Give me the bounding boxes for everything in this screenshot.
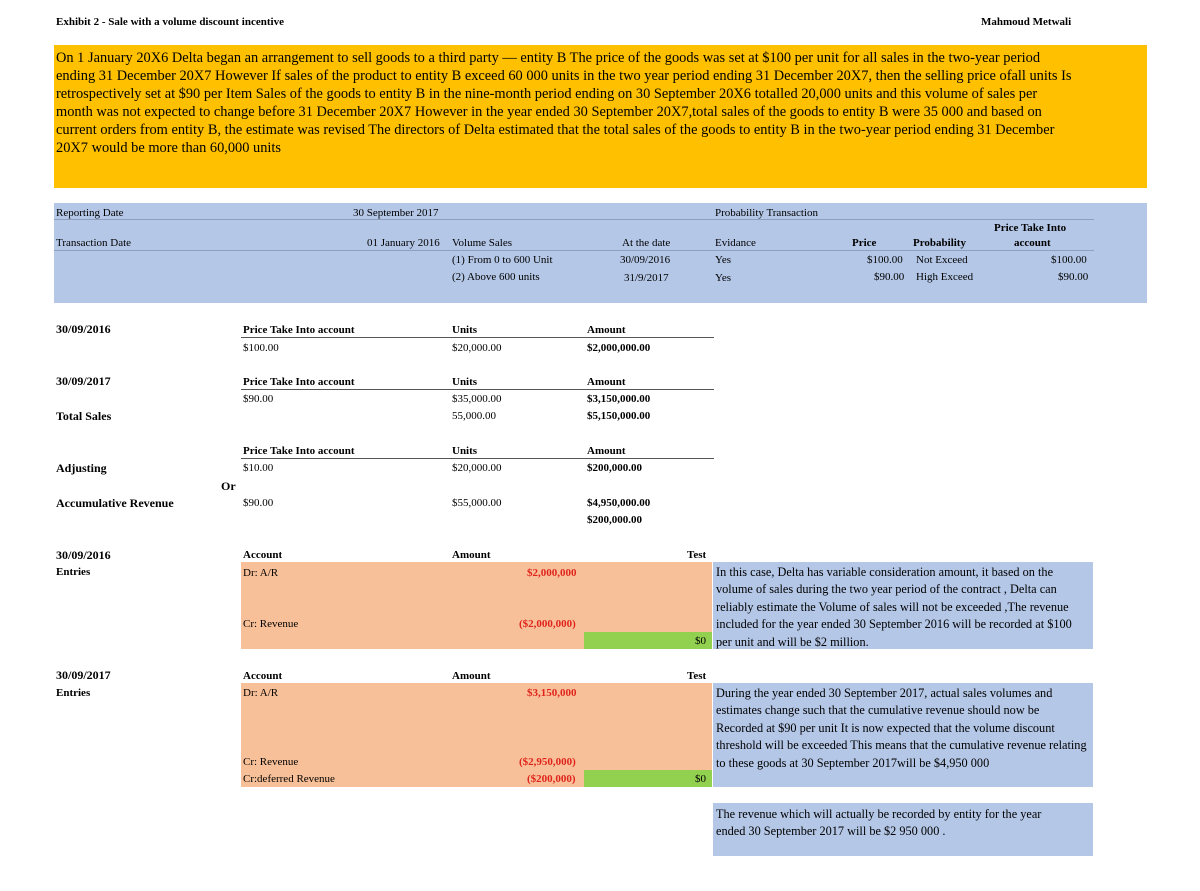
entry1-col-test: Test xyxy=(687,549,707,561)
entry2-dr: Dr: A/R xyxy=(243,687,279,699)
entry1-dr-amount: $2,000,000 xyxy=(527,567,577,579)
scenario-line-2: ending 31 December 20X7 However If sales of the product to entity B exceed 60 000 units in the two year period ending 31 December 20X7, then the selling price ofall units Is xyxy=(56,68,1072,84)
calc2-col-units: Units xyxy=(452,376,478,388)
calc2-date: 30/09/2017 xyxy=(56,374,111,388)
calc3-col-units: Units xyxy=(452,445,478,457)
entry2-cr2-amount: ($200,000) xyxy=(527,773,576,785)
calc3-col-price: Price Take Into account xyxy=(243,445,355,457)
volume-sales-label: Volume Sales xyxy=(452,237,512,249)
info-divider xyxy=(54,219,1094,220)
entry1-test-cell xyxy=(584,632,712,649)
adjusting-price: $10.00 xyxy=(243,462,274,474)
entry2-label: Entries xyxy=(56,687,91,699)
scenario-line-6: 20X7 would be more than 60,000 units xyxy=(56,140,282,156)
accumulative-units: $55,000.00 xyxy=(452,497,502,509)
probability-row-1: Not Exceed xyxy=(916,254,968,266)
author-name: Mahmoud Metwali xyxy=(981,16,1072,28)
accumulative-amount: $4,950,000.00 xyxy=(587,497,651,509)
adjusting-amount: $200,000.00 xyxy=(587,462,642,474)
date-row-1: 30/09/2016 xyxy=(620,254,671,266)
exhibit-title: Exhibit 2 - Sale with a volume discount incentive xyxy=(56,16,284,28)
take-row-2: $90.00 xyxy=(1058,271,1089,283)
date-row-2: 31/9/2017 xyxy=(624,272,669,284)
calc2-col-price: Price Take Into account xyxy=(243,376,355,388)
entry1-test-area xyxy=(584,562,712,632)
volume-row-1: (1) From 0 to 600 Unit xyxy=(452,254,553,266)
calc1-col-price: Price Take Into account xyxy=(243,324,355,336)
accumulative-amount-2: $200,000.00 xyxy=(587,514,642,526)
calc2-price: $90.00 xyxy=(243,393,274,405)
calc1-amount: $2,000,000.00 xyxy=(587,342,651,354)
entry1-cr: Cr: Revenue xyxy=(243,618,299,630)
total-sales-amount: $5,150,000.00 xyxy=(587,410,651,422)
entry1-test-value: $0 xyxy=(695,635,706,647)
calc1-date: 30/09/2016 xyxy=(56,322,111,336)
scenario-line-4: month was not expected to change before 31 December 20X7 However in the year ended 30 September 20X7,total sales of the goods to entity B were 35 000 and based on xyxy=(56,104,1042,120)
price-take-label-1: Price Take Into xyxy=(994,222,1067,234)
entry2-col-test: Test xyxy=(687,670,707,682)
entry2-cr-amount: ($2,950,000) xyxy=(519,756,576,768)
entry1-label: Entries xyxy=(56,566,91,578)
note-3 xyxy=(713,803,1093,856)
at-date-label: At the date xyxy=(622,237,671,249)
scenario-box xyxy=(54,45,1147,188)
entry1-cr-amount: ($2,000,000) xyxy=(519,618,576,630)
entry2-test-area xyxy=(584,683,712,770)
total-sales-label: Total Sales xyxy=(56,409,112,423)
scenario-line-1: On 1 January 20X6 Delta began an arrangement to sell goods to a third party — entity B The price of the goods was set at $100 per unit for all sales in the two-year period xyxy=(56,50,1041,66)
probability-title: Probability Transaction xyxy=(715,207,818,219)
entry2-test-value: $0 xyxy=(695,773,706,785)
price-take-label-2: account xyxy=(1014,237,1051,249)
evidance-row-2: Yes xyxy=(715,272,732,284)
probability-row-2: High Exceed xyxy=(916,271,974,283)
price-row-1: $100.00 xyxy=(867,254,903,266)
evidance-label: Evidance xyxy=(715,237,756,249)
entry1-col-account: Account xyxy=(243,549,283,561)
calc2-amount: $3,150,000.00 xyxy=(587,393,651,405)
scenario-line-5: current orders from entity B, the estimate was revised The directors of Delta estimated that the total sales of the goods to entity B in the two-year period ending 31 December xyxy=(56,122,1055,138)
or-label: Or xyxy=(221,479,236,493)
calc3-col-amount: Amount xyxy=(587,445,626,457)
evidance-row-1: Yes xyxy=(715,254,732,266)
transaction-date-value: 01 January 2016 xyxy=(367,237,440,249)
entry2-cr2: Cr:deferred Revenue xyxy=(243,773,335,785)
calc1-col-amount: Amount xyxy=(587,324,626,336)
calc1-col-units: Units xyxy=(452,324,478,336)
note-2 xyxy=(713,683,1093,787)
price-label: Price xyxy=(852,237,877,249)
entry2-test-cell xyxy=(584,770,712,787)
calc1-price: $100.00 xyxy=(243,342,279,354)
accumulative-revenue-label: Accumulative Revenue xyxy=(56,496,174,510)
total-sales-units: 55,000.00 xyxy=(452,410,496,422)
transaction-date-label: Transaction Date xyxy=(56,237,132,249)
entry2-col-amount: Amount xyxy=(452,670,491,682)
reporting-date-label: Reporting Date xyxy=(56,207,124,219)
entry1-dr: Dr: A/R xyxy=(243,567,279,579)
calc3-header-rule xyxy=(241,458,714,459)
take-row-1: $100.00 xyxy=(1051,254,1087,266)
entry2-cr: Cr: Revenue xyxy=(243,756,299,768)
calc1-header-rule xyxy=(241,337,714,338)
note-1 xyxy=(713,562,1093,649)
probability-label: Probability xyxy=(913,237,966,249)
reporting-date-value: 30 September 2017 xyxy=(353,207,439,219)
entry2-col-account: Account xyxy=(243,670,283,682)
note-3-text: The revenue which will actually be recorded by entity for the year ended 30 September 2017 will be $2 950 000 . xyxy=(716,807,1042,839)
price-row-2: $90.00 xyxy=(874,271,905,283)
volume-row-2: (2) Above 600 units xyxy=(452,271,540,283)
entry2-dr-amount: $3,150,000 xyxy=(527,687,577,699)
calc2-units: $35,000.00 xyxy=(452,393,502,405)
calc2-col-amount: Amount xyxy=(587,376,626,388)
entry2-date: 30/09/2017 xyxy=(56,668,111,682)
entry1-col-amount: Amount xyxy=(452,549,491,561)
entry1-date: 30/09/2016 xyxy=(56,548,111,562)
note-2-text: During the year ended 30 September 2017, actual sales volumes and estimates change such that the cumulative revenue should now be Recorded at $90 per unit It is now expected that the volume discount threshold will be exceeded This means that the cumulative revenue relating to these goods at 30 September 2017will be $4,950 000 xyxy=(716,686,1087,770)
accumulative-price: $90.00 xyxy=(243,497,274,509)
note-1-text: In this case, Delta has variable consideration amount, it based on the volume of sales during the two year period of the contract , Delta can reliably estimate the Volume of sales will not be exceeded ,The revenue included for the year ended 30 September 2016 will be recorded at $100 per unit and will be $2 million. xyxy=(716,565,1072,649)
scenario-line-3: retrospectively set at $90 per Item Sales of the goods to entity B in the nine-month period ending on 30 September 20X6 totalled 20,000 units and this volume of sales per xyxy=(56,86,1038,102)
info-header-divider xyxy=(54,250,1094,251)
adjusting-units: $20,000.00 xyxy=(452,462,502,474)
adjusting-label: Adjusting xyxy=(56,461,107,475)
info-box xyxy=(54,203,1147,303)
calc2-header-rule xyxy=(241,389,714,390)
calc1-units: $20,000.00 xyxy=(452,342,502,354)
